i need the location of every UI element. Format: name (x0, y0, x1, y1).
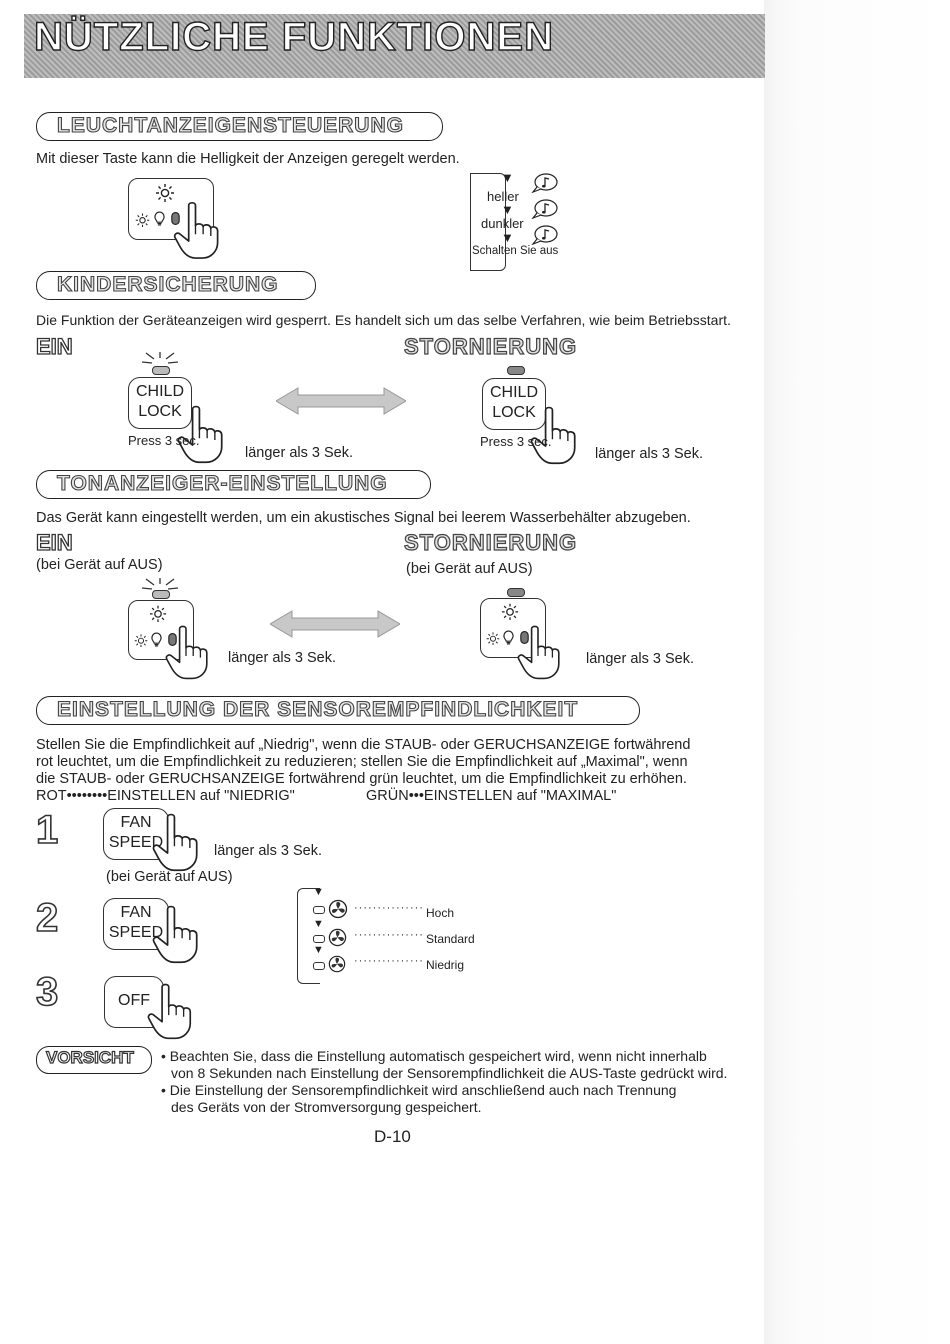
arrow-down-icon: ▼ (313, 944, 324, 956)
fan-low-icon (328, 955, 346, 973)
press-3-sec-label: Press 3 sec. (128, 433, 200, 448)
section-heading-child-lock: KINDERSICHERUNG (57, 273, 279, 296)
sun-small-icon (134, 633, 148, 647)
caution-text: Die Einstellung der Sensorempfindlichkeit wird anschließend auch nach Trennung (169, 1082, 677, 1098)
section-heading-sound-signal: TONANZEIGER-EINSTELLUNG (57, 472, 388, 495)
page-title: NÜTZLICHE FUNKTIONEN (34, 15, 554, 59)
dotted-leader: ··············· (354, 955, 424, 967)
indicator-lamp-off (507, 366, 525, 375)
caution-text: Beachten Sie, dass die Einstellung automatisch gespeichert wird, wenn nicht innerhalb (169, 1048, 707, 1064)
step-number: 1 (36, 808, 59, 852)
fan-level-lamp (313, 962, 325, 970)
step-number: 3 (36, 970, 59, 1014)
dotted-leader: ··············· (354, 929, 424, 941)
child-lock-key-text: LOCK (492, 404, 536, 421)
key-text: OFF (118, 992, 150, 1009)
sensor-description-line: rot leuchtet, um die Empfindlichkeit zu reduzieren; stellen Sie die Empfindlichkeit auf „Maximal", wenn (36, 754, 688, 770)
child-lock-key-text: CHILD (489, 384, 538, 401)
sensor-description-line: Stellen Sie die Empfindlichkeit auf „Niedrig", wenn die STAUB- oder GERUCHSANZEIGE fortwährend (36, 737, 691, 753)
dotted-leader: ··············· (354, 902, 424, 914)
arrow-down-icon: ▼ (313, 918, 324, 930)
child-lock-cancel-label: STORNIERUNG (404, 334, 578, 359)
page-number: D-10 (374, 1127, 411, 1146)
step-number: 2 (36, 896, 59, 940)
cycle-brighter-label: heller (487, 189, 519, 204)
key-text: FAN (120, 904, 152, 921)
fan-high-icon (328, 899, 348, 919)
bullet-icon: • (161, 1048, 170, 1064)
fan-level-high: Hoch (426, 906, 455, 920)
fan-level-lamp (313, 935, 325, 943)
fan-level-low: Niedrig (426, 958, 465, 972)
section-heading-display-control: LEUCHTANZEIGENSTEUERUNG (57, 114, 404, 137)
hand-press-icon (148, 812, 218, 872)
arrow-down-icon: ▼ (501, 170, 514, 185)
child-lock-key-text: CHILD (135, 383, 184, 400)
key-text: SPEED (108, 834, 164, 851)
caution-text: des Geräts von der Stromversorgung gespeichert. (171, 1099, 482, 1115)
toggle-double-arrow-icon (276, 386, 406, 416)
bullet-icon: • (161, 1082, 170, 1098)
sound-signal-on-label: EIN (36, 530, 73, 555)
hand-press-icon (148, 904, 218, 964)
sensor-description-line: die STAUB- oder GERUCHSANZEIGE fortwährend grün leuchtet, um die Empfindlichkeit zu erhöhen. (36, 771, 687, 787)
hold-duration-text: länger als 3 Sek. (595, 446, 704, 462)
legend-green: GRÜN•••EINSTELLEN auf "MAXIMAL" (366, 788, 617, 804)
fan-level-lamp (313, 906, 325, 914)
caution-label: VORSICHT (46, 1048, 134, 1067)
child-lock-on-label: EIN (36, 334, 73, 359)
legend-red: ROT••••••••EINSTELLEN auf "NIEDRIG" (36, 788, 295, 804)
page-edge-shadow (764, 0, 950, 1344)
bulb-icon (151, 632, 162, 647)
section-heading-sensor: EINSTELLUNG DER SENSOREMPFINDLICHKEIT (57, 698, 579, 721)
toggle-double-arrow-icon (270, 609, 400, 639)
device-off-condition: (bei Gerät auf AUS) (36, 557, 163, 573)
light-on-glow-icon (140, 352, 180, 366)
sun-icon (149, 604, 167, 622)
arrow-down-icon: ▼ (501, 230, 514, 245)
bulb-icon (503, 630, 514, 645)
child-lock-description: Die Funktion der Geräteanzeigen wird gesperrt. Es handelt sich um das selbe Verfahren, wie beim Betriebsstart. (36, 312, 731, 328)
arrow-down-icon: ▼ (501, 202, 514, 217)
child-lock-key-text: LOCK (138, 403, 182, 420)
cycle-off-label: Schalten Sie aus (472, 245, 559, 257)
sound-signal-cancel-label: STORNIERUNG (404, 530, 578, 555)
sound-signal-description: Das Gerät kann eingestellt werden, um ein akustisches Signal bei leerem Wasserbehälter abzugeben. (36, 510, 691, 526)
indicator-lamp-lit (152, 590, 170, 599)
sun-small-icon (486, 631, 500, 645)
hold-duration-text: länger als 3 Sek. (214, 843, 323, 859)
key-text: SPEED (108, 924, 164, 941)
arrow-down-icon: ▼ (313, 886, 324, 898)
indicator-lamp-lit (152, 366, 170, 375)
fan-level-standard: Standard (426, 932, 475, 946)
hold-duration-text: länger als 3 Sek. (245, 445, 354, 461)
press-3-sec-label: Press 3 sec. (480, 434, 552, 449)
sun-icon (501, 602, 519, 620)
sun-icon (155, 182, 175, 202)
indicator-lamp-off (507, 588, 525, 597)
display-control-description: Mit dieser Taste kann die Helligkeit der Anzeigen geregelt werden. (36, 151, 460, 167)
caution-bullet (161, 1048, 727, 1116)
sun-small-icon (135, 212, 150, 227)
key-text: FAN (120, 814, 152, 831)
hand-press-icon (142, 982, 212, 1040)
hand-press-icon (162, 624, 226, 680)
caution-text: von 8 Sekunden nach Einstellung der Sensorempfindlichkeit die AUS-Taste gedrückt wird. (171, 1065, 728, 1081)
device-off-condition: (bei Gerät auf AUS) (106, 869, 233, 885)
bulb-icon (154, 211, 165, 226)
hold-duration-text: länger als 3 Sek. (228, 650, 337, 666)
sound-note-icon (530, 225, 558, 245)
hand-press-icon (170, 200, 238, 260)
hand-press-icon (514, 624, 578, 680)
sound-note-icon (530, 199, 558, 219)
fan-standard-icon (328, 928, 347, 947)
hold-duration-text: länger als 3 Sek. (586, 651, 695, 667)
sound-note-icon (530, 173, 558, 193)
cycle-darker-label: dunkler (481, 216, 524, 231)
device-off-condition: (bei Gerät auf AUS) (406, 561, 533, 577)
